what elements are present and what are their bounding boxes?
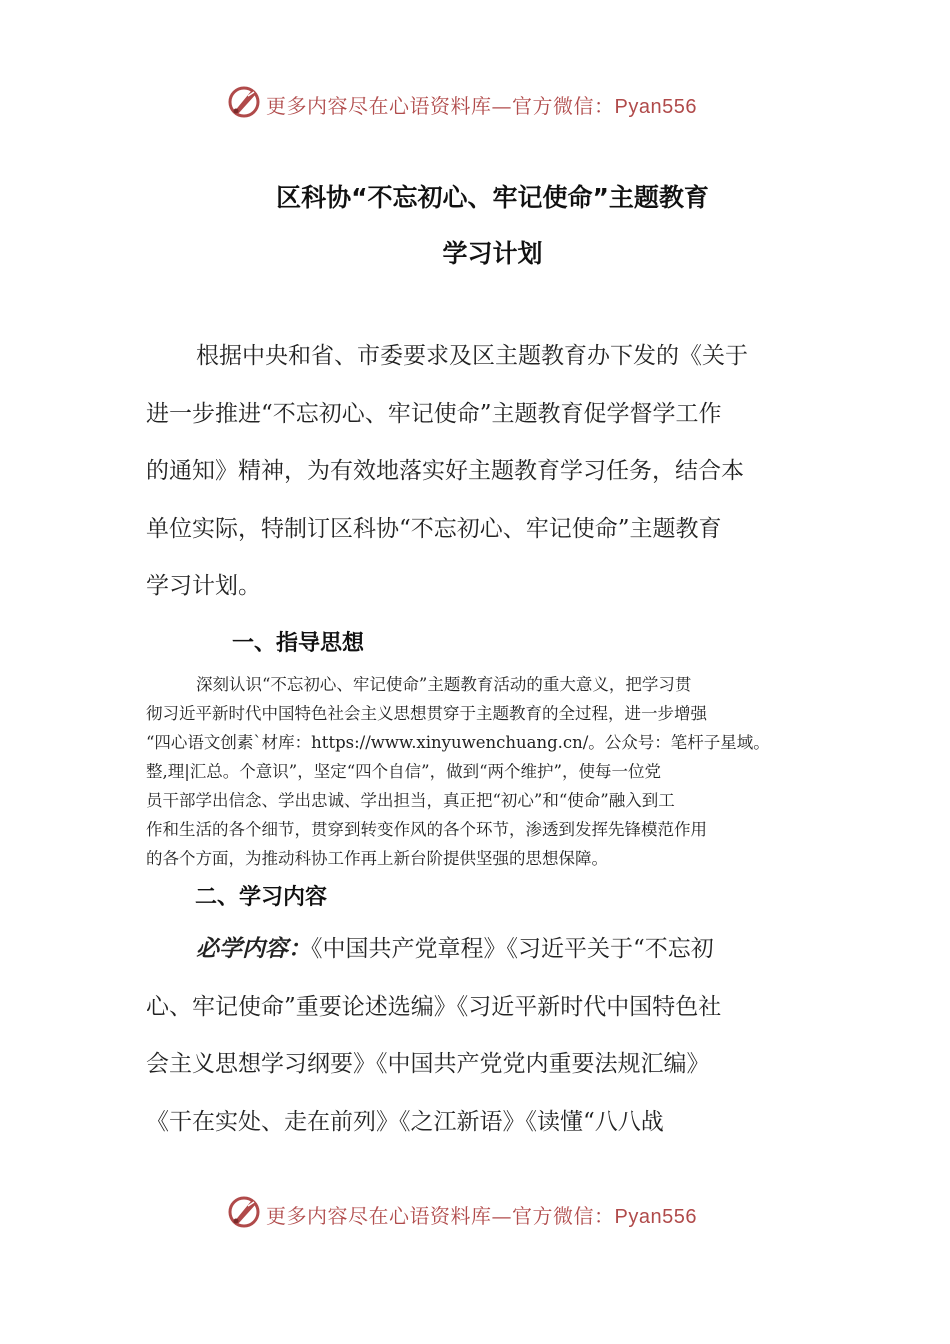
paragraph-line: 《干在实处、走在前列》《之江新语》《读懂“八八战 [146, 1108, 664, 1135]
required-study-label: 必学内容： [196, 935, 311, 962]
paragraph-line: 会主义思想学习纲要》《中国共产党党内重要法规汇编》 [146, 1051, 710, 1077]
guiding-ideology-paragraph [146, 670, 816, 873]
paragraph-line: 深刻认识“不忘初心、牢记使命”主题教育活动的重大意义，把学习贯 [196, 675, 692, 694]
paragraph-line: 作和生活的各个细节，贯穿到转变作风的各个环节，渗透到发挥先锋模范作用 [146, 820, 707, 839]
banner-text: 更多内容尽在心语资料库—官方微信：Pyan556 [266, 94, 697, 118]
header-banner [0, 82, 950, 122]
document-title-line1: 区科协“不忘初心、牢记使命”主题教育 [276, 183, 709, 212]
paragraph-line: 心、牢记使命”重要论述选编》《习近平新时代中国特色社 [146, 993, 722, 1020]
intro-line: 进一步推进“不忘初心、牢记使命”主题教育促学督学工作 [146, 400, 722, 427]
paragraph-line: 必学内容：《中国共产党章程》《习近平关于“不忘初 [196, 935, 714, 962]
intro-line: 单位实际，特制订区科协“不忘初心、牢记使命”主题教育 [146, 515, 722, 542]
required-study-paragraph [146, 920, 806, 1151]
footer-banner [0, 1192, 950, 1232]
quill-pen-logo-icon [226, 1194, 262, 1230]
paragraph-line: 员干部学出信念、学出忠诚、学出担当，真正把“初心”和“使命”融入到工 [146, 791, 675, 810]
wechat-id: Pyan556 [614, 96, 697, 118]
wechat-id: Pyan556 [614, 1206, 697, 1228]
intro-paragraph [146, 328, 796, 616]
intro-line: 根据中央和省、市委要求及区主题教育办下发的《关于 [196, 343, 748, 369]
paragraph-line: 整,理|汇总。个意识”，坚定“四个自信”，做到“两个维护”，使每一位党 [146, 762, 661, 781]
paragraph-line: “四心语文创素`材库：https://www.xinyuwenchuang.cn/。公众号：笔杆子星域。 [146, 733, 770, 752]
intro-line: 的通知》精神，为有效地落实好主题教育学习任务，结合本 [146, 458, 744, 484]
section-heading-guiding-ideology: 一、指导思想 [232, 631, 365, 656]
quill-pen-logo-icon [226, 84, 262, 120]
intro-line: 学习计划。 [146, 573, 261, 599]
paragraph-line: 的各个方面，为推动科协工作再上新台阶提供坚强的思想保障。 [146, 849, 608, 868]
document-title-line2: 学习计划 [442, 239, 543, 268]
section-heading-study-content: 二、学习内容 [195, 885, 328, 910]
paragraph-line: 彻习近平新时代中国特色社会主义思想贯穿于主题教育的全过程，进一步增强 [146, 704, 707, 723]
banner-text: 更多内容尽在心语资料库—官方微信：Pyan556 [266, 1204, 697, 1228]
